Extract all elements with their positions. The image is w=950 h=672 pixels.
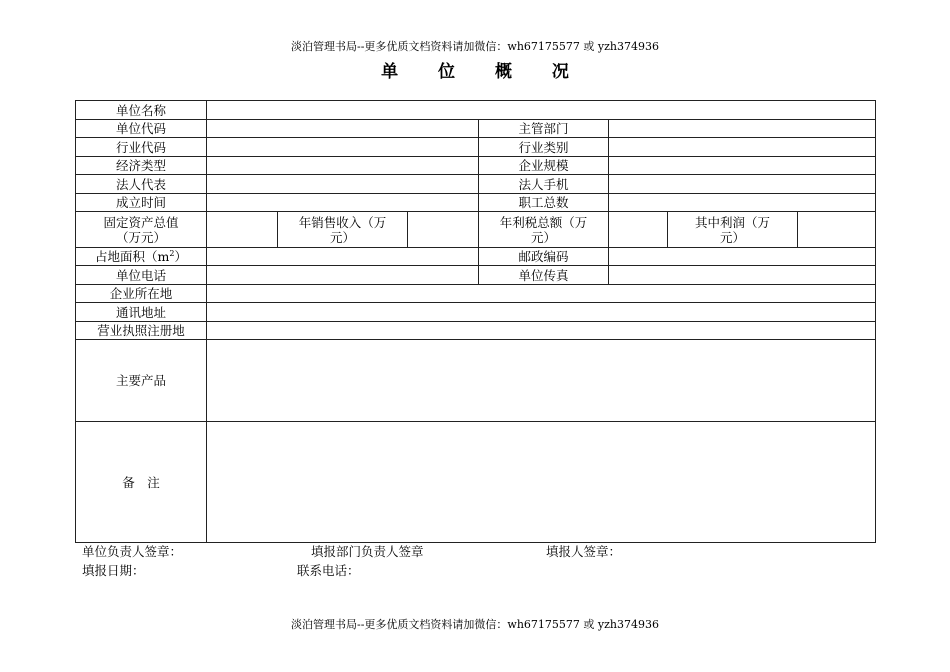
label-profit-line1: 其中利润（万 [694, 214, 770, 230]
postal-code-field[interactable] [609, 248, 876, 266]
mail-address-field[interactable] [207, 303, 876, 322]
contact-phone-label: 联系电话： [297, 563, 360, 578]
unit-phone-field[interactable] [207, 266, 479, 285]
label-enterprise-scale: 企业规模 [479, 157, 609, 175]
license-reg-field[interactable] [207, 322, 876, 340]
label-industry-code: 行业代码 [76, 138, 207, 157]
label-remarks: 备 注 [76, 422, 207, 543]
label-annual-profit-tax-line2: 元） [530, 229, 556, 245]
label-location: 企业所在地 [76, 285, 207, 303]
founded-field[interactable] [207, 194, 479, 212]
label-unit-fax: 单位传真 [479, 266, 609, 285]
label-industry-category: 行业类别 [479, 138, 609, 157]
footer-watermark-note: 淡泊管理书局--更多优质文档资料请加微信：wh67175577 或 yzh374936 [291, 618, 659, 631]
unit-name-field[interactable] [207, 101, 876, 120]
unit-fax-field[interactable] [609, 266, 876, 285]
dept-head-signature-label: 填报部门负责人签章 [311, 544, 424, 559]
label-economic-type: 经济类型 [76, 157, 207, 175]
label-profit [668, 212, 798, 248]
label-annual-sales [278, 212, 408, 248]
label-land-area [76, 248, 207, 266]
legal-rep-field[interactable] [207, 175, 479, 194]
legal-phone-field[interactable] [609, 175, 876, 194]
label-supervisor-dept: 主管部门 [479, 120, 609, 138]
label-license-reg: 营业执照注册地 [76, 322, 207, 340]
fill-date-label: 填报日期： [82, 563, 145, 578]
label-fixed-assets-line1: 固定资产总值 [103, 214, 179, 230]
industry-code-field[interactable] [207, 138, 479, 157]
label-unit-code: 单位代码 [76, 120, 207, 138]
label-annual-profit-tax [479, 212, 609, 248]
economic-type-field[interactable] [207, 157, 479, 175]
annual-profit-tax-field[interactable] [609, 212, 668, 248]
label-land-area-sup: 2 [169, 248, 175, 258]
label-annual-profit-tax-line1: 年利税总额（万 [499, 214, 588, 230]
filler-signature-label: 填报人签章： [546, 544, 622, 559]
label-fixed-assets [76, 212, 207, 248]
header-watermark-note: 淡泊管理书局--更多优质文档资料请加微信：wh67175577 或 yzh374936 [291, 40, 659, 53]
enterprise-scale-field[interactable] [609, 157, 876, 175]
label-unit-phone: 单位电话 [76, 266, 207, 285]
label-profit-line2: 元） [719, 229, 745, 245]
label-annual-sales-line1: 年销售收入（万 [298, 214, 387, 230]
main-products-field[interactable] [207, 340, 876, 422]
label-land-area-text: 占地面积（m [95, 249, 170, 264]
unit-head-signature-label: 单位负责人签章： [82, 544, 183, 559]
label-annual-sales-line2: 元） [329, 229, 355, 245]
industry-category-field[interactable] [609, 138, 876, 157]
employees-field[interactable] [609, 194, 876, 212]
label-legal-rep: 法人代表 [76, 175, 207, 194]
profit-field[interactable] [798, 212, 876, 248]
label-main-products: 主要产品 [76, 340, 207, 422]
supervisor-dept-field[interactable] [609, 120, 876, 138]
land-area-field[interactable] [207, 248, 479, 266]
label-founded: 成立时间 [76, 194, 207, 212]
label-land-area-close: ） [174, 249, 187, 264]
location-field[interactable] [207, 285, 876, 303]
unit-overview-form [75, 100, 876, 543]
unit-code-field[interactable] [207, 120, 479, 138]
page-title: 单 位 概 况 [381, 62, 586, 82]
fixed-assets-field[interactable] [207, 212, 278, 248]
label-unit-name: 单位名称 [76, 101, 207, 120]
label-fixed-assets-line2: （万元） [115, 229, 166, 245]
label-employees: 职工总数 [479, 194, 609, 212]
remarks-field[interactable] [207, 422, 876, 543]
label-legal-phone: 法人手机 [479, 175, 609, 194]
label-mail-address: 通讯地址 [76, 303, 207, 322]
label-postal-code: 邮政编码 [479, 248, 609, 266]
annual-sales-field[interactable] [408, 212, 479, 248]
